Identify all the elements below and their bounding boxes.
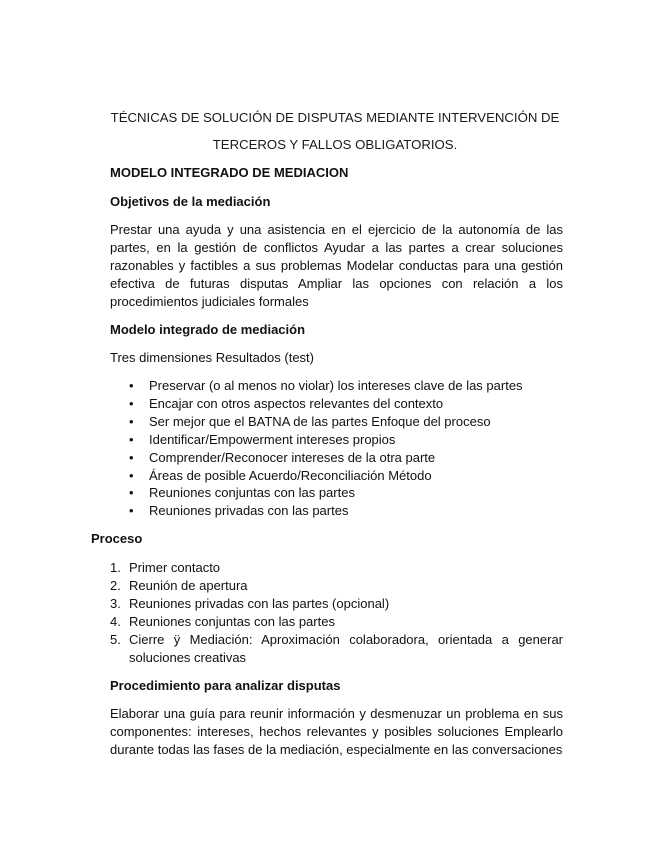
procedimiento-paragraph: Elaborar una guía para reunir información y desmenuzar un problema en sus componentes: intereses, hechos relevantes y posibles soluciones Emplearlo durante todas las fases de la mediación, especialmente en las conversaciones: [110, 706, 563, 758]
step-text: Primer contacto: [129, 560, 221, 575]
step-text: Reuniones conjuntas con las partes: [129, 613, 335, 629]
title-line-2: TERCEROS Y FALLOS OBLIGATORIOS.: [212, 137, 458, 152]
list-item: [110, 631, 563, 667]
list-item-text: Ser mejor que el BATNA de las partes Enfoque del proceso: [149, 413, 491, 429]
step-number: 1.: [110, 560, 121, 575]
list-item: [110, 613, 563, 631]
bullet-marker: •: [129, 503, 134, 519]
modelo-bullet-list: [128, 377, 568, 520]
step-text: Reunión de apertura: [129, 577, 248, 593]
list-item: [110, 595, 563, 613]
list-item-text: Identificar/Empowerment intereses propios: [149, 431, 396, 447]
list-item-text: Encajar con otros aspectos relevantes del contexto: [149, 395, 444, 411]
bullet-marker: •: [129, 431, 134, 447]
list-item-text: Áreas de posible Acuerdo/Reconciliación Método: [149, 467, 432, 483]
list-item-text: Reuniones conjuntas con las partes: [149, 485, 355, 501]
list-item: [128, 395, 568, 413]
bullet-marker: •: [129, 485, 134, 501]
objetivos-paragraph: Prestar una ayuda y una asistencia en el ejercicio de la autonomía de las partes, en la gestión de conflictos Ayudar a las partes a crear soluciones razonables y factibles a sus problemas Modelar conductas para una gestión efectiva de futuras disputas Ampliar las opciones con relación a los procedimientos judiciales formales: [110, 222, 563, 310]
list-item-text: Comprender/Reconocer intereses de la otra parte: [149, 449, 436, 465]
proceso-numbered-list: [110, 559, 563, 666]
list-item: [110, 577, 563, 595]
list-item-text: Reuniones privadas con las partes: [149, 503, 349, 519]
step-number: 3.: [110, 595, 121, 611]
step-number: 2.: [110, 577, 121, 593]
list-item: [128, 449, 568, 467]
bullet-marker: •: [129, 467, 134, 483]
bullet-marker: •: [129, 378, 134, 393]
list-item: [128, 377, 568, 395]
list-item: [128, 431, 568, 449]
step-number: 5.: [110, 631, 121, 647]
list-item: [128, 484, 568, 502]
list-item-text: Preservar (o al menos no violar) los intereses clave de las partes: [149, 378, 523, 393]
list-item: [128, 413, 568, 431]
modelo-intro: Tres dimensiones Resultados (test): [110, 350, 314, 365]
objetivos-heading: Objetivos de la mediación: [110, 194, 271, 209]
list-item: [128, 502, 568, 520]
modelo-heading: Modelo integrado de mediación: [110, 322, 306, 337]
section-heading: MODELO INTEGRADO DE MEDIACION: [110, 165, 349, 180]
proceso-heading: Proceso: [91, 531, 143, 546]
step-text: Reuniones privadas con las partes (opcional): [129, 595, 390, 611]
step-text: Cierre ÿ Mediación: Aproximación colaboradora, orientada a generar soluciones creativas: [129, 631, 563, 665]
bullet-marker: •: [129, 413, 134, 429]
bullet-marker: •: [129, 449, 134, 465]
step-number: 4.: [110, 613, 121, 629]
procedimiento-heading: Procedimiento para analizar disputas: [110, 678, 341, 693]
title-line-1: TÉCNICAS DE SOLUCIÓN DE DISPUTAS MEDIANTE INTERVENCIÓN DE: [110, 110, 560, 125]
document-title: [100, 104, 570, 158]
list-item: [110, 559, 563, 577]
list-item: [128, 467, 568, 485]
bullet-marker: •: [129, 395, 134, 411]
